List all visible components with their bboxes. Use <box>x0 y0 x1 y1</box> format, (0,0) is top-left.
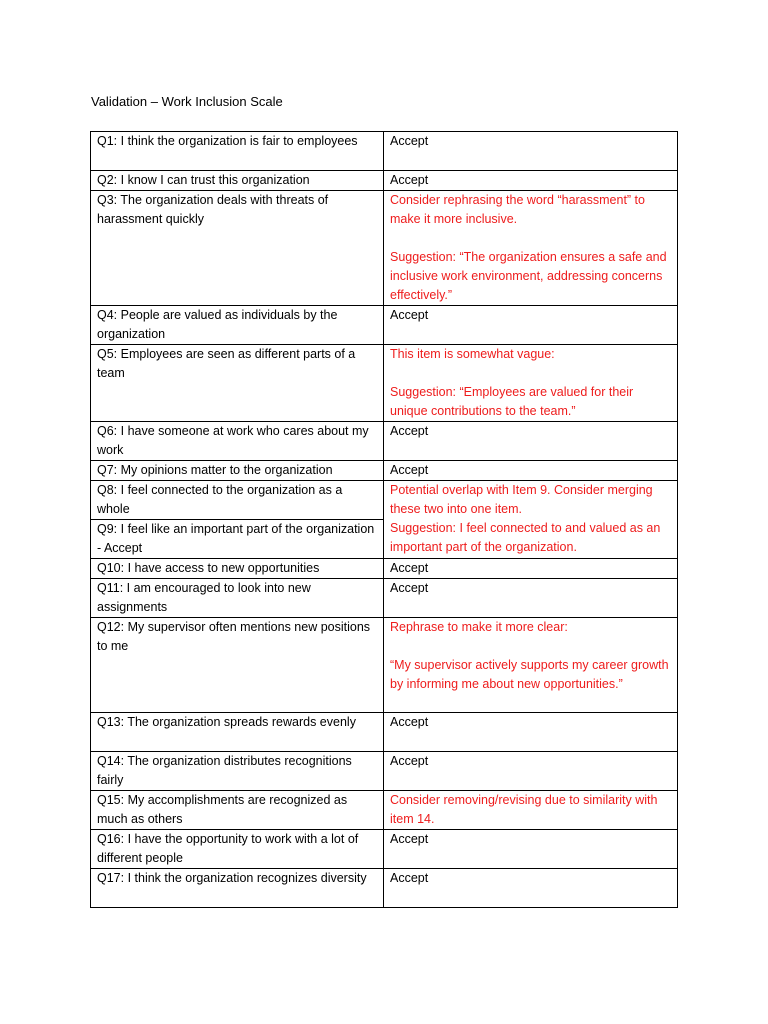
feedback-text: Accept <box>390 173 429 187</box>
feedback-text: Consider rephrasing the word “harassment” to make it more inclusive. Suggestion: “The organization ensures a safe and inclusive work environment, addressing concerns effectively.” <box>390 193 667 302</box>
table-row-q10 <box>91 559 678 579</box>
question-cell <box>91 791 384 830</box>
table-row-q2 <box>91 171 678 191</box>
question-cell <box>91 422 384 461</box>
question-text: Q6: I have someone at work who cares about my work <box>97 424 373 457</box>
feedback-text: Accept <box>390 581 429 595</box>
feedback-text: Accept <box>390 463 429 477</box>
question-text: Q4: People are valued as individuals by the organization <box>97 308 341 341</box>
question-cell <box>91 345 384 422</box>
question-cell <box>91 713 384 752</box>
feedback-text: Accept <box>390 871 429 885</box>
table-row-q5 <box>91 345 678 422</box>
question-cell <box>91 559 384 579</box>
question-text: Q12: My supervisor often mentions new positions to me <box>97 620 374 653</box>
question-cell <box>91 520 384 559</box>
feedback-cell <box>384 713 678 752</box>
table-row-q15 <box>91 791 678 830</box>
page-title: Validation – Work Inclusion Scale <box>91 94 283 109</box>
table-row-q17 <box>91 869 678 908</box>
feedback-cell <box>384 791 678 830</box>
question-text: Q2: I know I can trust this organization <box>97 173 310 187</box>
feedback-cell-merged <box>384 481 678 559</box>
feedback-text: Potential overlap with Item 9. Consider merging these two into one item. Suggestion: I feel connected to and valued as an important part of the organization. <box>390 483 661 554</box>
question-text: Q3: The organization deals with threats of harassment quickly <box>97 193 332 226</box>
feedback-cell <box>384 191 678 306</box>
table-row-q13 <box>91 713 678 752</box>
feedback-text: Accept <box>390 424 429 438</box>
table-row-q14 <box>91 752 678 791</box>
question-text: Q11: I am encouraged to look into new assignments <box>97 581 315 614</box>
feedback-cell <box>384 171 678 191</box>
table-row-q6 <box>91 422 678 461</box>
question-text: Q17: I think the organization recognizes diversity <box>97 871 367 885</box>
feedback-cell <box>384 306 678 345</box>
feedback-text: Rephrase to make it more clear: “My supervisor actively supports my career growth by informing me about new opportunities.” <box>390 620 669 691</box>
feedback-text: Accept <box>390 715 429 729</box>
feedback-text: Accept <box>390 832 429 846</box>
question-cell <box>91 481 384 520</box>
feedback-text: Accept <box>390 308 429 322</box>
validation-table <box>90 131 678 908</box>
question-text: Q15: My accomplishments are recognized as much as others <box>97 793 351 826</box>
question-cell <box>91 579 384 618</box>
feedback-cell <box>384 559 678 579</box>
feedback-text: Accept <box>390 561 429 575</box>
question-text: Q14: The organization distributes recognitions fairly <box>97 754 356 787</box>
table-row-q7 <box>91 461 678 481</box>
feedback-cell <box>384 132 678 171</box>
question-cell <box>91 618 384 713</box>
table-row-q4 <box>91 306 678 345</box>
table-row-q3 <box>91 191 678 306</box>
feedback-cell <box>384 830 678 869</box>
question-text: Q13: The organization spreads rewards evenly <box>97 715 356 729</box>
question-text: Q5: Employees are seen as different parts of a team <box>97 347 359 380</box>
feedback-text: This item is somewhat vague: Suggestion: “Employees are valued for their unique contributions to the team.” <box>390 347 634 418</box>
question-cell <box>91 830 384 869</box>
feedback-text: Accept <box>390 134 429 148</box>
question-cell <box>91 461 384 481</box>
question-cell <box>91 132 384 171</box>
question-cell <box>91 171 384 191</box>
question-text: Q7: My opinions matter to the organization <box>97 463 333 477</box>
question-text: Q8: I feel connected to the organization as a whole <box>97 483 346 516</box>
question-cell <box>91 306 384 345</box>
feedback-cell <box>384 579 678 618</box>
question-text: Q16: I have the opportunity to work with a lot of different people <box>97 832 362 865</box>
question-text: Q9: I feel like an important part of the organization - Accept <box>97 522 378 555</box>
feedback-cell <box>384 869 678 908</box>
question-text: Q1: I think the organization is fair to employees <box>97 134 358 148</box>
table-row-q1 <box>91 132 678 171</box>
question-cell <box>91 869 384 908</box>
question-cell <box>91 191 384 306</box>
question-text: Q10: I have access to new opportunities <box>97 561 320 575</box>
table-row-q16 <box>91 830 678 869</box>
feedback-cell <box>384 422 678 461</box>
feedback-cell <box>384 618 678 713</box>
question-cell <box>91 752 384 791</box>
feedback-text: Accept <box>390 754 429 768</box>
feedback-cell <box>384 752 678 791</box>
table-row-q8 <box>91 481 678 520</box>
feedback-cell <box>384 345 678 422</box>
feedback-cell <box>384 461 678 481</box>
table-row-q12 <box>91 618 678 713</box>
table-row-q11 <box>91 579 678 618</box>
feedback-text: Consider removing/revising due to similarity with item 14. <box>390 793 661 826</box>
